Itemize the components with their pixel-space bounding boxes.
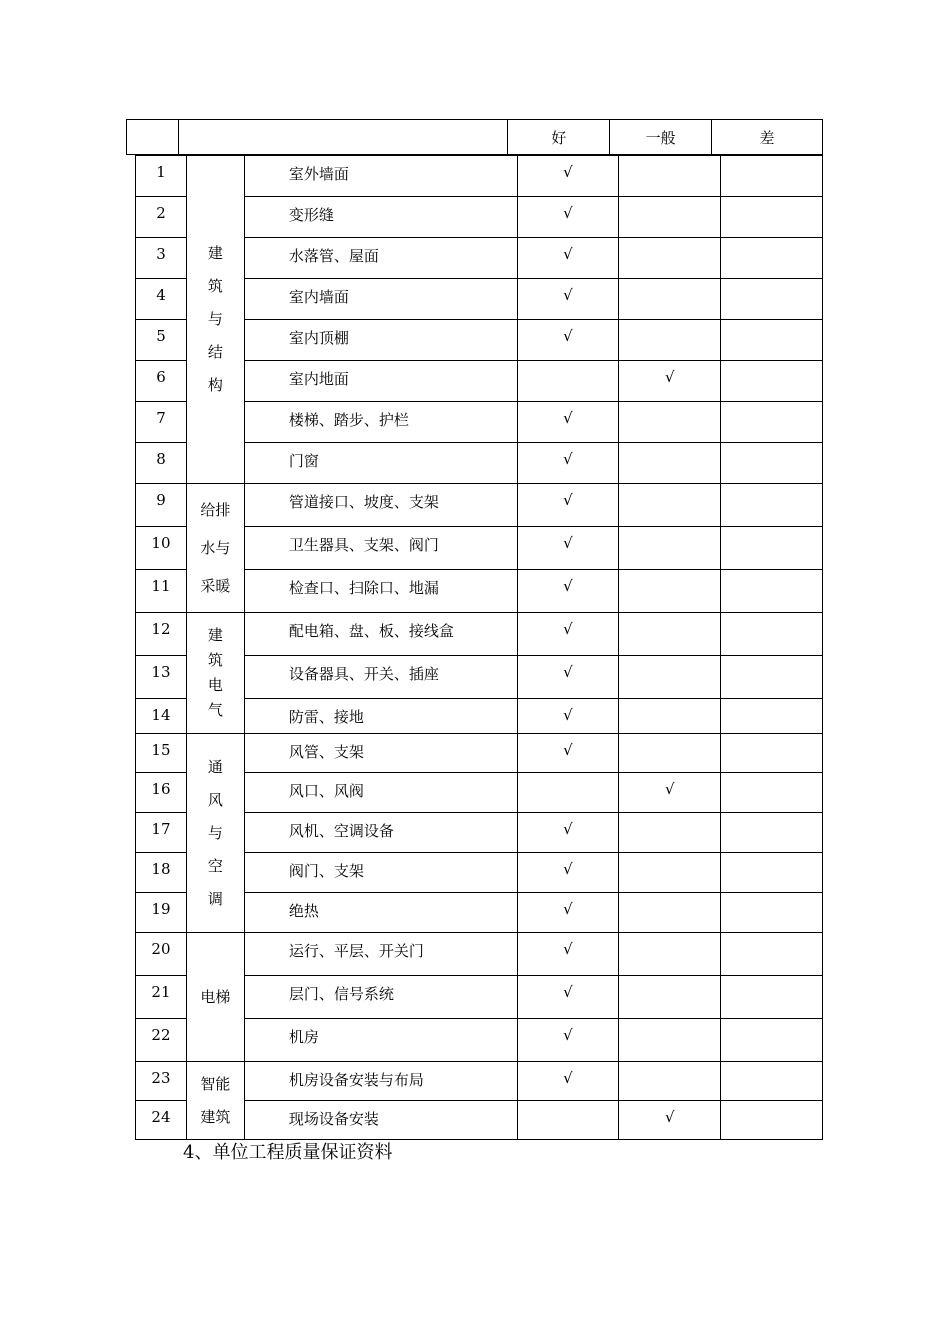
category-line: 风 [207,790,223,809]
table-row [136,933,823,976]
header-poor: 差 [712,120,823,155]
rating-good-cell: √ [517,197,619,238]
rating-poor-cell [721,197,823,238]
inspection-item: 风管、支架 [244,734,517,773]
category-line: 筑 [207,277,223,295]
inspection-item: 运行、平层、开关门 [244,933,517,976]
rating-good-cell: √ [517,484,619,527]
inspection-item: 机房 [244,1019,517,1062]
rating-fair-cell [619,613,721,656]
rating-poor-cell [721,570,823,613]
category-text [200,981,230,1014]
category-label [186,484,244,613]
rating-poor-cell [721,613,823,656]
rating-poor-cell [721,893,823,933]
header-blank-no [127,120,179,155]
quality-table [135,155,823,1140]
rating-fair-cell [619,1062,721,1101]
rating-fair-cell: √ [619,1101,721,1140]
category-line: 调 [207,889,223,908]
rating-good-cell: √ [517,976,619,1019]
rating-poor-cell [721,656,823,699]
row-number: 22 [136,1019,187,1062]
category-label [186,1062,244,1140]
rating-fair-cell: √ [619,361,721,402]
rating-fair-cell [619,402,721,443]
rating-fair-cell [619,570,721,613]
inspection-item: 门窗 [244,443,517,484]
category-line: 通 [207,757,223,776]
category-line: 智能 [200,1074,231,1093]
rating-poor-cell [721,361,823,402]
category-line: 采暖 [200,577,231,595]
row-number: 8 [136,443,187,484]
row-number: 9 [136,484,187,527]
rating-good-cell: √ [517,156,619,197]
inspection-item: 室外墙面 [244,156,517,197]
row-number: 21 [136,976,187,1019]
inspection-item: 现场设备安装 [244,1101,517,1140]
rating-good-cell: √ [517,527,619,570]
table-row [136,156,823,197]
inspection-item: 室内顶棚 [244,320,517,361]
rating-fair-cell [619,484,721,527]
rating-fair-cell [619,1019,721,1062]
rating-fair-cell [619,933,721,976]
category-label [186,613,244,734]
rating-fair-cell [619,443,721,484]
rating-fair-cell [619,197,721,238]
rating-good-cell [517,773,619,813]
row-number: 23 [136,1062,187,1101]
row-number: 3 [136,238,187,279]
rating-good-cell: √ [517,570,619,613]
row-number: 19 [136,893,187,933]
category-text [208,237,223,402]
rating-good-cell: √ [517,853,619,893]
rating-good-cell: √ [517,238,619,279]
rating-poor-cell [721,279,823,320]
row-number: 17 [136,813,187,853]
rating-good-cell: √ [517,699,619,734]
category-line: 空 [207,856,223,875]
category-line: 建 [207,626,223,644]
row-number: 11 [136,570,187,613]
rating-fair-cell: √ [619,773,721,813]
rating-poor-cell [721,443,823,484]
category-line: 结 [207,343,223,361]
inspection-item: 机房设备安装与布局 [244,1062,517,1101]
row-number: 12 [136,613,187,656]
row-number: 24 [136,1101,187,1140]
rating-poor-cell [721,976,823,1019]
row-number: 1 [136,156,187,197]
quality-table-body [136,156,823,1140]
row-number: 18 [136,853,187,893]
category-line: 与 [207,823,223,842]
rating-poor-cell [721,773,823,813]
rating-poor-cell [721,699,823,734]
header-good: 好 [508,120,610,155]
rating-poor-cell [721,484,823,527]
rating-good-cell: √ [517,813,619,853]
table-row [136,613,823,656]
category-line: 电梯 [200,987,231,1006]
category-text [200,1068,230,1134]
rating-good-cell: √ [517,402,619,443]
row-number: 7 [136,402,187,443]
category-text [208,623,223,723]
rating-good-cell: √ [517,279,619,320]
category-text [208,751,223,916]
category-line: 电 [207,676,223,694]
row-number: 5 [136,320,187,361]
rating-fair-cell [619,813,721,853]
rating-poor-cell [721,813,823,853]
row-number: 2 [136,197,187,238]
category-label [186,933,244,1062]
rating-fair-cell [619,279,721,320]
inspection-item: 变形缝 [244,197,517,238]
rating-good-cell: √ [517,320,619,361]
row-number: 4 [136,279,187,320]
header-blank-item [178,120,507,155]
row-number: 15 [136,734,187,773]
rating-good-cell: √ [517,1062,619,1101]
rating-poor-cell [721,527,823,570]
category-line: 筑 [207,651,223,669]
category-line: 气 [207,701,223,719]
rating-poor-cell [721,853,823,893]
row-number: 13 [136,656,187,699]
row-number: 10 [136,527,187,570]
rating-fair-cell [619,976,721,1019]
rating-good-cell [517,361,619,402]
rating-poor-cell [721,320,823,361]
rating-good-cell: √ [517,656,619,699]
inspection-item: 配电箱、盘、板、接线盒 [244,613,517,656]
inspection-item: 阀门、支架 [244,853,517,893]
inspection-item: 卫生器具、支架、阀门 [244,527,517,570]
rating-poor-cell [721,402,823,443]
rating-good-cell: √ [517,1019,619,1062]
category-text [200,491,230,605]
category-line: 给排 [200,501,231,519]
rating-poor-cell [721,156,823,197]
inspection-item: 室内墙面 [244,279,517,320]
inspection-item: 绝热 [244,893,517,933]
table-row [136,1062,823,1101]
row-number: 14 [136,699,187,734]
inspection-item: 管道接口、坡度、支架 [244,484,517,527]
inspection-item: 水落管、屋面 [244,238,517,279]
rating-good-cell: √ [517,734,619,773]
rating-fair-cell [619,527,721,570]
row-number: 20 [136,933,187,976]
rating-good-cell: √ [517,893,619,933]
inspection-item: 风机、空调设备 [244,813,517,853]
category-line: 建 [207,244,223,262]
rating-good-cell: √ [517,443,619,484]
category-line: 建筑 [200,1107,231,1126]
row-number: 16 [136,773,187,813]
rating-poor-cell [721,1019,823,1062]
inspection-item: 层门、信号系统 [244,976,517,1019]
category-line: 构 [207,376,223,394]
rating-fair-cell [619,893,721,933]
section-heading: 4、单位工程质量保证资料 [183,1142,393,1163]
rating-fair-cell [619,699,721,734]
table-row [136,734,823,773]
inspection-item: 防雷、接地 [244,699,517,734]
inspection-item: 检查口、扫除口、地漏 [244,570,517,613]
category-line: 与 [207,310,223,328]
table-row [136,484,823,527]
rating-fair-cell [619,656,721,699]
rating-fair-cell [619,320,721,361]
inspection-item: 设备器具、开关、插座 [244,656,517,699]
rating-good-cell: √ [517,933,619,976]
inspection-item: 风口、风阀 [244,773,517,813]
rating-poor-cell [721,238,823,279]
category-label [186,734,244,933]
header-row [127,120,823,155]
category-line: 水与 [200,539,231,557]
rating-fair-cell [619,853,721,893]
inspection-item: 楼梯、踏步、护栏 [244,402,517,443]
rating-poor-cell [721,734,823,773]
rating-fair-cell [619,156,721,197]
rating-good-cell [517,1101,619,1140]
rating-fair-cell [619,734,721,773]
category-label [186,156,244,484]
rating-poor-cell [721,933,823,976]
rating-poor-cell [721,1101,823,1140]
header-table [126,119,823,155]
row-number: 6 [136,361,187,402]
rating-good-cell: √ [517,613,619,656]
header-fair: 一般 [610,120,712,155]
rating-poor-cell [721,1062,823,1101]
inspection-item: 室内地面 [244,361,517,402]
rating-fair-cell [619,238,721,279]
